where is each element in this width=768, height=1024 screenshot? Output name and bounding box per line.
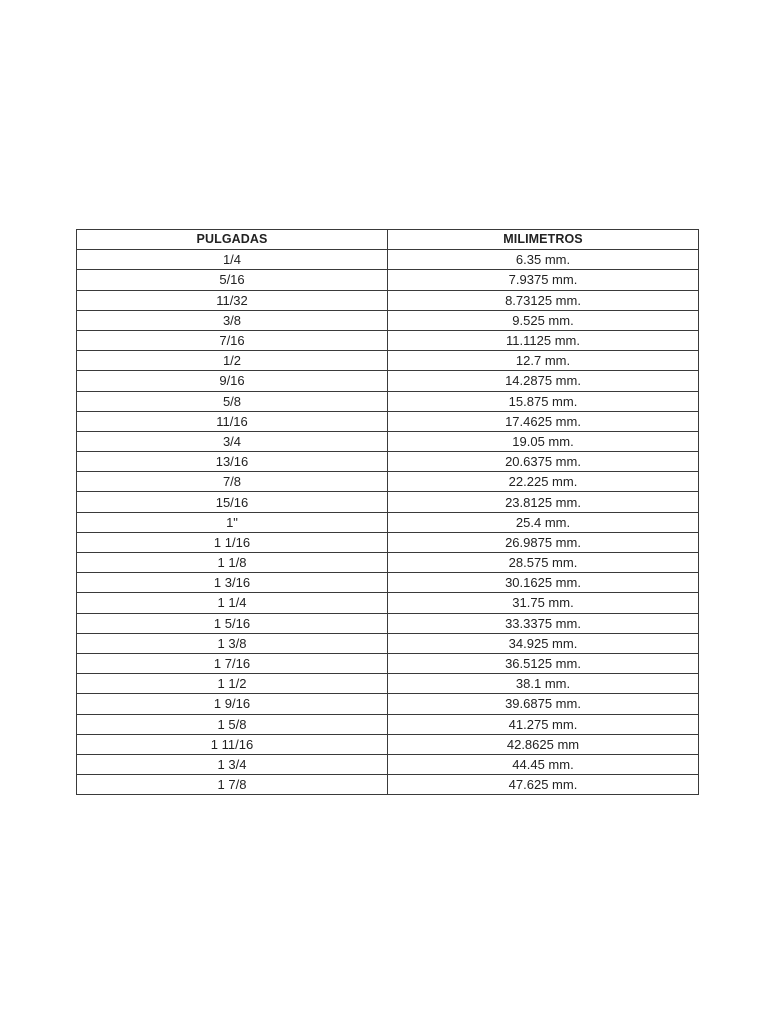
cell-pulgadas: 1 9/16: [77, 694, 388, 714]
table-row: [77, 674, 699, 694]
table-row: [77, 472, 699, 492]
table-row: [77, 512, 699, 532]
table-header-row: [77, 230, 699, 250]
cell-pulgadas: 1 1/16: [77, 532, 388, 552]
cell-pulgadas: 1/2: [77, 351, 388, 371]
cell-pulgadas: 1": [77, 512, 388, 532]
table-row: [77, 775, 699, 795]
cell-pulgadas: 15/16: [77, 492, 388, 512]
table-row: [77, 613, 699, 633]
table-row: [77, 754, 699, 774]
table-row: [77, 593, 699, 613]
cell-milimetros: 28.575 mm.: [388, 553, 699, 573]
cell-pulgadas: 1 1/8: [77, 553, 388, 573]
cell-pulgadas: 11/32: [77, 290, 388, 310]
cell-milimetros: 31.75 mm.: [388, 593, 699, 613]
header-pulgadas: PULGADAS: [77, 230, 388, 250]
cell-milimetros: 19.05 mm.: [388, 431, 699, 451]
table-row: [77, 391, 699, 411]
cell-milimetros: 39.6875 mm.: [388, 694, 699, 714]
table-row: [77, 532, 699, 552]
cell-milimetros: 25.4 mm.: [388, 512, 699, 532]
cell-milimetros: 15.875 mm.: [388, 391, 699, 411]
cell-pulgadas: 7/16: [77, 330, 388, 350]
table-row: [77, 653, 699, 673]
cell-milimetros: 12.7 mm.: [388, 351, 699, 371]
table-row: [77, 250, 699, 270]
table-row: [77, 573, 699, 593]
cell-milimetros: 17.4625 mm.: [388, 411, 699, 431]
cell-pulgadas: 1 3/8: [77, 633, 388, 653]
cell-milimetros: 41.275 mm.: [388, 714, 699, 734]
cell-milimetros: 36.5125 mm.: [388, 653, 699, 673]
table-row: [77, 452, 699, 472]
cell-pulgadas: 1 3/4: [77, 754, 388, 774]
cell-milimetros: 34.925 mm.: [388, 633, 699, 653]
table-row: [77, 553, 699, 573]
cell-pulgadas: 1 1/2: [77, 674, 388, 694]
cell-milimetros: 7.9375 mm.: [388, 270, 699, 290]
table-row: [77, 270, 699, 290]
cell-milimetros: 20.6375 mm.: [388, 452, 699, 472]
cell-pulgadas: 1 3/16: [77, 573, 388, 593]
table-row: [77, 290, 699, 310]
cell-pulgadas: 5/8: [77, 391, 388, 411]
cell-milimetros: 33.3375 mm.: [388, 613, 699, 633]
cell-milimetros: 9.525 mm.: [388, 310, 699, 330]
table-row: [77, 734, 699, 754]
cell-pulgadas: 3/8: [77, 310, 388, 330]
table-row: [77, 714, 699, 734]
table-row: [77, 633, 699, 653]
cell-milimetros: 23.8125 mm.: [388, 492, 699, 512]
cell-pulgadas: 5/16: [77, 270, 388, 290]
cell-milimetros: 6.35 mm.: [388, 250, 699, 270]
table-row: [77, 492, 699, 512]
table-body: [77, 250, 699, 795]
conversion-table-container: [76, 229, 698, 795]
table-row: [77, 351, 699, 371]
cell-pulgadas: 13/16: [77, 452, 388, 472]
cell-pulgadas: 1 7/8: [77, 775, 388, 795]
cell-pulgadas: 9/16: [77, 371, 388, 391]
cell-milimetros: 42.8625 mm: [388, 734, 699, 754]
cell-pulgadas: 1 5/16: [77, 613, 388, 633]
cell-milimetros: 44.45 mm.: [388, 754, 699, 774]
cell-pulgadas: 1 1/4: [77, 593, 388, 613]
cell-milimetros: 14.2875 mm.: [388, 371, 699, 391]
table-row: [77, 411, 699, 431]
cell-pulgadas: 1 11/16: [77, 734, 388, 754]
cell-pulgadas: 11/16: [77, 411, 388, 431]
cell-milimetros: 22.225 mm.: [388, 472, 699, 492]
cell-milimetros: 11.1125 mm.: [388, 330, 699, 350]
header-milimetros: MILIMETROS: [388, 230, 699, 250]
cell-pulgadas: 1 7/16: [77, 653, 388, 673]
cell-milimetros: 8.73125 mm.: [388, 290, 699, 310]
cell-pulgadas: 1 5/8: [77, 714, 388, 734]
table-row: [77, 431, 699, 451]
table-row: [77, 310, 699, 330]
cell-pulgadas: 1/4: [77, 250, 388, 270]
conversion-table: [76, 229, 699, 795]
cell-milimetros: 47.625 mm.: [388, 775, 699, 795]
cell-milimetros: 30.1625 mm.: [388, 573, 699, 593]
cell-milimetros: 38.1 mm.: [388, 674, 699, 694]
table-row: [77, 371, 699, 391]
cell-pulgadas: 3/4: [77, 431, 388, 451]
cell-milimetros: 26.9875 mm.: [388, 532, 699, 552]
cell-pulgadas: 7/8: [77, 472, 388, 492]
table-row: [77, 694, 699, 714]
table-row: [77, 330, 699, 350]
